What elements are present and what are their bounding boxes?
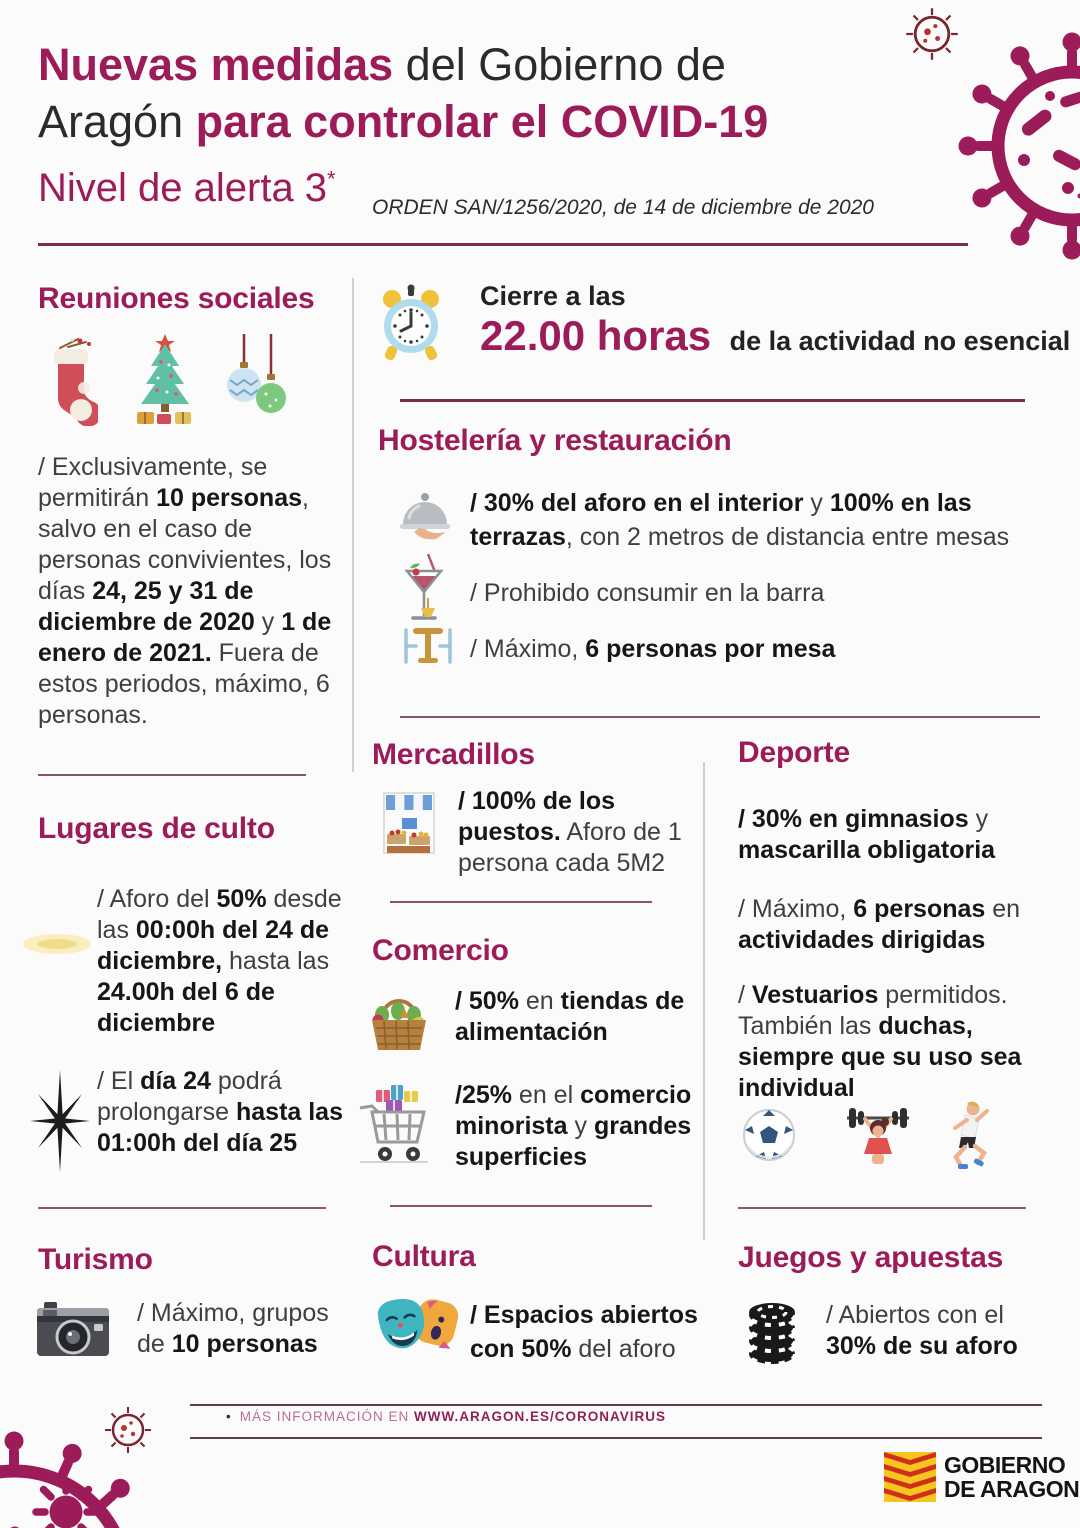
- deporte-item-text: / Máximo, 6 personas en actividades dirigidas: [738, 895, 1021, 954]
- serving-cloche-icon: [396, 488, 454, 546]
- casino-chips-icon: [744, 1296, 800, 1368]
- rule-left-1: [38, 774, 306, 776]
- juegos-item-text: / Abiertos con el 30% de su aforo: [826, 1301, 1018, 1360]
- order-reference: ORDEN SAN/1256/2020, de 14 de diciembre de 2020: [372, 196, 874, 219]
- footer-rule-top: [190, 1404, 1042, 1406]
- rule-comercio: [390, 1205, 652, 1207]
- deporte-item-text: / Vestuarios permitidos. También las duchas, siempre que su uso sea individual: [738, 981, 1022, 1102]
- section-title-turismo: Turismo: [38, 1243, 153, 1276]
- rule-deporte: [738, 1207, 1026, 1209]
- soccer-ball-icon: [742, 1108, 796, 1162]
- alert-asterisk: *: [327, 166, 336, 192]
- footer-info-prefix: MÁS INFORMACIÓN EN: [239, 1409, 414, 1424]
- page-title: [38, 36, 898, 150]
- hosteleria-item-text: / Máximo, 6 personas por mesa: [470, 635, 836, 663]
- small-virus-bottom-left: [105, 1407, 151, 1453]
- closing-banner: [480, 281, 1070, 360]
- turismo-item-text: / Máximo, grupos de 10 personas: [137, 1299, 329, 1358]
- closing-time: 22.00 horas: [480, 312, 712, 359]
- rule-hosteleria-top: [400, 399, 1025, 402]
- large-virus-top-right: [959, 33, 1080, 260]
- section-title-culto: Lugares de culto: [38, 812, 275, 845]
- deporte-item-text: / 30% en gimnasios y mascarilla obligatoria: [738, 805, 996, 864]
- candle-glow-icon: [22, 924, 92, 964]
- alarm-clock-icon: [378, 284, 444, 364]
- footer-info: [226, 1409, 666, 1424]
- section-title-cultura: Cultura: [372, 1240, 476, 1273]
- culto-item-text: / Aforo del 50% desde las 00:00h del 24 de diciembre, hasta las 24.00h del 6 de diciembre: [97, 885, 342, 1037]
- title-highlight-1: Nuevas medidas: [38, 39, 394, 90]
- mercadillos-item-text: / 100% de los puestos. Aforo de 1 persona cada 5M2: [458, 787, 682, 877]
- shopping-cart-icon: [358, 1082, 436, 1170]
- section-title-reuniones: Reuniones sociales: [38, 282, 315, 315]
- logo-text: GOBIERNO DE ARAGON: [944, 1452, 1080, 1502]
- rule-hosteleria-bottom: [400, 716, 1040, 718]
- footer-bullet: •: [226, 1409, 232, 1424]
- market-stall-icon: [383, 792, 435, 858]
- comercio-item-text: / 50% en tiendas de alimentación: [455, 987, 685, 1046]
- reuniones-text: / Exclusivamente, se permitirán 10 personas, salvo en el caso de personas convivientes, los días 24, 25 y 31 de diciembre de 2020 y 1 de enero de 2021. Fuera de estos periodos, máximo, 6 personas.: [38, 453, 332, 729]
- food-basket-icon: [368, 990, 430, 1054]
- culto-item-text: / El día 24 podrá prolongarse hasta las 01:00h del día 25: [97, 1067, 343, 1157]
- theater-masks-icon: [374, 1294, 462, 1362]
- title-highlight-2: para controlar el COVID-19: [195, 96, 769, 147]
- gobierno-aragon-logo: [884, 1452, 1079, 1502]
- aragon-flag-icon: [884, 1452, 936, 1502]
- small-virus-top-right: [906, 8, 958, 60]
- section-title-juegos: Juegos y apuestas: [738, 1241, 1004, 1274]
- cultura-item-text: / Espacios abiertos con 50% del aforo: [470, 1301, 698, 1363]
- rule-mercadillos: [390, 901, 652, 903]
- christmas-tree-icon: [131, 332, 199, 428]
- coronavirus-url[interactable]: WWW.ARAGON.ES/CORONAVIRUS: [414, 1409, 666, 1424]
- hosteleria-item-text: / 30% del aforo en el interior y 100% en las terrazas, con 2 metros de distancia entre mesas: [470, 489, 1010, 551]
- camera-icon: [36, 1302, 110, 1360]
- closing-suffix: de la actividad no esencial: [729, 326, 1071, 356]
- christmas-stocking-icon: [44, 336, 98, 426]
- divider-left-column: [352, 278, 354, 772]
- section-title-mercadillos: Mercadillos: [372, 738, 535, 771]
- alert-level: Nivel de alerta 3*: [38, 166, 336, 210]
- title-regular-1: del Gobierno de: [393, 39, 726, 90]
- section-title-hosteleria: Hostelería y restauración: [378, 424, 732, 457]
- footer-rule-bottom: [190, 1437, 1042, 1439]
- rule-left-2: [38, 1207, 326, 1209]
- runner-icon: [942, 1100, 994, 1170]
- bethlehem-star-icon: [28, 1070, 92, 1172]
- hosteleria-item-text: / Prohibido consumir en la barra: [470, 579, 825, 607]
- large-virus-bottom-left: [0, 1432, 162, 1528]
- table-chairs-icon: [396, 598, 460, 674]
- section-title-deporte: Deporte: [738, 736, 850, 769]
- weightlifting-icon: [845, 1106, 911, 1168]
- title-regular-2: Aragón: [38, 96, 196, 147]
- header-rule: [38, 243, 968, 246]
- ornaments-icon: [226, 334, 288, 426]
- section-title-comercio: Comercio: [372, 934, 509, 967]
- comercio-item-text: /25% en el comercio minorista y grandes superficies: [455, 1081, 692, 1171]
- closing-prefix: Cierre a las: [480, 281, 626, 311]
